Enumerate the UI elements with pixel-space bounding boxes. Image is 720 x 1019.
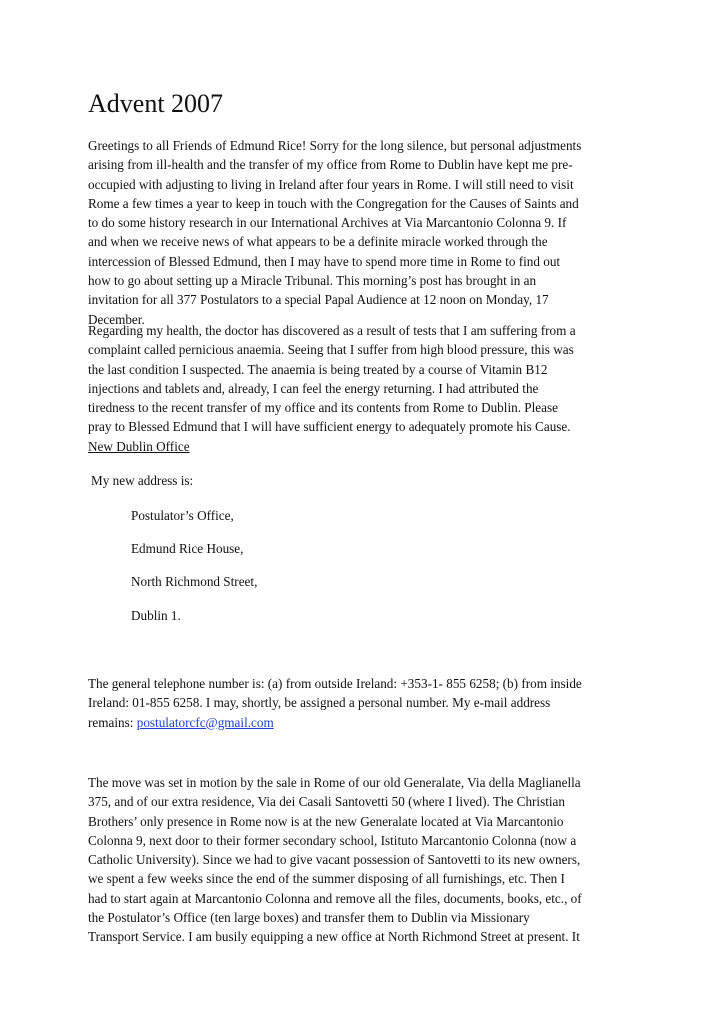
paragraph-line: Regarding my health, the doctor has discovered as a result of tests that I am suffering from a	[88, 323, 576, 338]
address-intro: My new address is:	[91, 473, 194, 488]
paragraph-line: Catholic University). Since we had to give vacant possession of Santovetti to its new owners,	[88, 852, 581, 868]
paragraph-line: The general telephone number is: (a) from outside Ireland: +353-1- 855 6258; (b) from inside	[88, 676, 582, 691]
address-line-3: North Richmond Street,	[131, 574, 258, 589]
move-paragraph	[88, 773, 648, 947]
paragraph-line: Ireland: 01-855 6258. I may, shortly, be assigned a personal number. My e-mail address	[88, 695, 551, 711]
section-heading	[88, 437, 648, 456]
greetings-paragraph	[88, 136, 648, 329]
paragraph-line: the last condition I suspected. The anaemia is being treated by a course of Vitamin B12	[88, 361, 548, 377]
address-line-4: Dublin 1.	[131, 608, 181, 623]
paragraph-line: pray to Blessed Edmund that I will have sufficient energy to adequately promote his Cause.	[88, 419, 571, 435]
email-link[interactable]: postulatorcfc@gmail.com	[136, 714, 274, 730]
address-line-1: Postulator’s Office,	[131, 508, 234, 523]
email-line	[88, 713, 648, 732]
paragraph-line: Greetings to all Friends of Edmund Rice! Sorry for the long silence, but personal adjustments	[88, 138, 582, 153]
paragraph-line: injections and tablets and, already, I can feel the energy returning. I had attributed the	[88, 380, 539, 396]
paragraph-line: the Postulator’s Office (ten large boxes) and transfer them to Dublin via Missionary	[88, 910, 530, 926]
paragraph-line: Transport Service. I am busily equipping a new office at North Richmond Street at present. It	[88, 929, 580, 945]
email-prefix: remains:	[88, 714, 137, 730]
paragraph-line: tiredness to the recent transfer of my office and its contents from Rome to Dublin. Please	[88, 400, 558, 416]
paragraph-line: Colonna 9, next door to their former secondary school, Istituto Marcantonio Colonna (now a	[88, 832, 577, 848]
paragraph-line: to do some history research in our International Archives at Via Marcantonio Colonna 9. If	[88, 215, 567, 231]
paragraph-line: arising from ill-health and the transfer of my office from Rome to Dublin have kept me pre-	[88, 157, 573, 173]
paragraph-line: December.	[88, 311, 145, 327]
paragraph-line: we spent a few weeks since the end of the summer disposing of all furnishings, etc. Then I	[88, 871, 565, 887]
paragraph-line: intercession of Blessed Edmund, then I may have to spend more time in Rome to find out	[88, 253, 561, 269]
paragraph-line: Brothers’ only presence in Rome now is at the new Generalate located at Via Marcantonio	[88, 813, 564, 829]
health-paragraph	[88, 321, 648, 437]
paragraph-line: Rome a few times a year to keep in touch with the Congregation for the Causes of Saints and	[88, 195, 579, 211]
paragraph-line: occupied with adjusting to living in Ireland after four years in Rome. I will still need to visit	[88, 176, 574, 192]
paragraph-line: had to start again at Marcantonio Colonna and remove all the files, documents, books, etc., of	[88, 890, 582, 906]
paragraph-line: complaint called pernicious anaemia. Seeing that I suffer from high blood pressure, this was	[88, 342, 574, 358]
paragraph-line: and when we receive news of what appears to be a definite miracle worked through the	[88, 234, 548, 250]
office-heading: New Dublin Office	[88, 439, 190, 454]
phone-paragraph	[88, 674, 648, 732]
paragraph-line: how to go about setting up a Miracle Tribunal. This morning’s post has brought in an	[88, 273, 537, 289]
address-line-2: Edmund Rice House,	[131, 541, 244, 556]
page-title: Advent 2007	[88, 89, 224, 118]
paragraph-line: 375, and of our extra residence, Via dei Casali Santovetti 50 (where I lived). The Christian	[88, 794, 565, 810]
paragraph-line: The move was set in motion by the sale in Rome of our old Generalate, Via della Maglianella	[88, 775, 581, 790]
paragraph-line: invitation for all 377 Postulators to a special Papal Audience at 12 noon on Monday, 17	[88, 292, 549, 308]
